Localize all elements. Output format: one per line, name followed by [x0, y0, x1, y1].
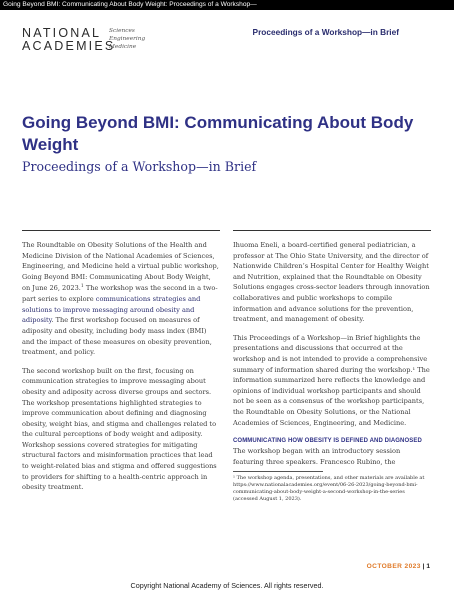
- left-column-rule: [22, 230, 220, 231]
- intro-text-b: The workshop was the second in a two-part series to explore: [22, 284, 218, 304]
- second-workshop-paragraph: The second workshop built on the first, focusing on communication strategies to improve messaging about obesity and adiposity across diverse groups and sectors. The workshop presentations highlighted strategies to improve communication about defining and diagnosing obesity, weight bias, and stigma and challenges related to the cultural perceptions of body weight and adiposity. Workshop sessions covered strategies for mitigating structural factors and misinformation practices that lead to weight-related bias and stigma and offered suggestions to providers for shifting to a health-centric approach in obesity treatment.: [22, 366, 217, 492]
- logo-sub-medicine: Medicine: [109, 44, 137, 51]
- intro-text-c: . The first workshop focused on measures of adiposity and obesity, including body mass index (BMI) and the impact of these measures on obesity prevention, treatment, and policy.: [22, 316, 212, 357]
- national-academies-logo: [22, 26, 146, 53]
- right-column: [233, 240, 431, 511]
- page-subtitle: Proceedings of a Workshop—in Brief: [22, 159, 257, 174]
- intro-paragraph: [22, 240, 220, 358]
- page-title: Going Beyond BMI: Communicating About Body Weight: [22, 113, 414, 154]
- page-number: 1: [426, 563, 430, 570]
- intro-text-a: The Roundtable on Obesity Solutions of the Health and Medicine Division of the National Academies of Sciences, Engineering, and Medicine held a virtual public workshop, Going Beyond BMI: Communicating About Body Weight, on June 26, 2023.: [22, 241, 219, 293]
- logo-line-academies: ACADEMIES: [22, 39, 116, 53]
- brief-scope-paragraph: This Proceedings of a Workshop—in Brief highlights the presentations and discussions that occurred at the workshop and is not intended to provide a comprehensive summary of information shared during the workshop.¹ The information summarized here reflects the knowledge and opinions of individual workshop participants and should not be seen as a consensus of the workshop participants, the Roundtable on Obesity Solutions, or the National Academies of Sciences, Engineering, and Medicine.: [233, 333, 430, 427]
- logo-sub-engineering: Engineering: [109, 36, 146, 43]
- issue-date: OCTOBER 2023: [366, 563, 421, 570]
- logo-line-national: NATIONAL: [22, 26, 102, 40]
- footer-separator: |: [422, 563, 425, 570]
- copyright-notice: Copyright National Academy of Sciences. All rights reserved.: [130, 581, 324, 590]
- page-footer: [367, 563, 430, 570]
- footnote-ref: 1: [80, 284, 84, 290]
- intro-highlight: communications strategies and solutions to improve messaging around obesity and adiposity: [22, 295, 201, 325]
- session-intro-paragraph: The workshop began with an introductory session featuring three speakers. Francesco Rubino, the: [233, 447, 401, 466]
- series-tag: Proceedings of a Workshop—in Brief: [252, 27, 399, 37]
- section-heading: COMMUNICATING HOW OBESITY IS DEFINED AND DIAGNOSED: [233, 438, 422, 445]
- left-column: [22, 240, 220, 501]
- logo-sub-sciences: Sciences: [109, 28, 135, 34]
- browser-tab-title[interactable]: Going Beyond BMI: Communicating About Body Weight: Proceedings of a Workshop—: [0, 0, 454, 10]
- footnote-text: ¹ The workshop agenda, presentations, and other materials are available at https://www.nationalacademies.org/event/06-26-2023/going-beyond-bmi-communicating-about-body-weight-a-second-workshop-in-the-series (accessed August 1, 2023).: [233, 475, 425, 503]
- logo-disciplines: [109, 27, 145, 52]
- right-column-rule: [233, 230, 431, 231]
- footnote-divider: [233, 471, 323, 472]
- eneli-paragraph: Ihuoma Eneli, a board-certified general pediatrician, a professor at The Ohio State University, and the director of Nationwide Children’s Hospital Center for Healthy Weight and Nutrition, explained that the Roundtable on Obesity Solutions engages cross-sector leaders through innovation collaboratives and public workshops to compile information and advance solutions for the prevention, treatment, and management of obesity.: [233, 241, 430, 324]
